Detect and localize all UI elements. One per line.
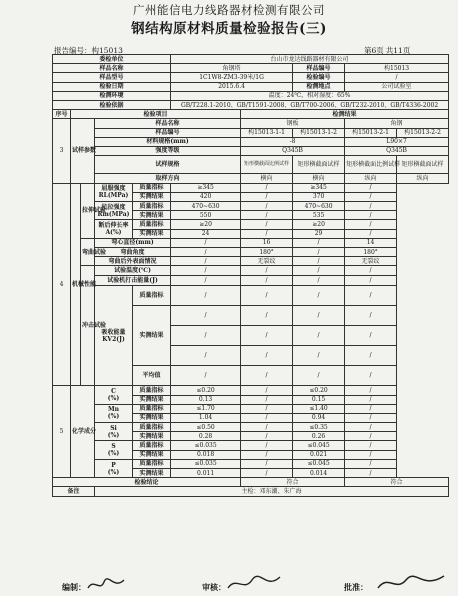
sample-no-value: 构15013	[345, 64, 449, 73]
yield-label: 屈服强度 RL(MPa)	[95, 183, 133, 201]
spec-label: 质量指标	[133, 441, 171, 450]
page-number: 第6页	[364, 46, 384, 55]
chem-group-no: 5	[53, 386, 71, 478]
value-cell: 470~630	[293, 202, 345, 211]
test-no-label: 检验编号	[293, 73, 345, 82]
seq-header: 序号	[53, 110, 71, 119]
value-cell: /	[241, 286, 293, 306]
sample-dir-cell: 横向	[241, 174, 293, 183]
value-cell: /	[293, 276, 345, 286]
absorb-label: 吸收能量 KV2(J)	[95, 286, 133, 386]
value-cell: ≤0.035	[171, 459, 241, 468]
value-cell: /	[345, 423, 397, 432]
value-cell: /	[345, 211, 397, 220]
value-cell: 420	[171, 192, 241, 201]
value-cell: /	[345, 266, 397, 276]
value-cell: /	[345, 366, 397, 386]
tensile-label: 拉伸试验	[81, 183, 95, 238]
conclusion-plate: 符合	[241, 478, 345, 487]
sample-name-label: 样品名称	[53, 64, 171, 73]
chem-group-label: 化学成分	[71, 386, 95, 478]
value-cell: /	[241, 202, 293, 211]
value-cell: /	[293, 257, 345, 266]
spec-label: 质量指标	[133, 386, 171, 395]
value-cell: 无裂纹	[241, 257, 293, 266]
value-cell: /	[171, 366, 241, 386]
elongation-label: 断后伸长率 A(%)	[95, 220, 133, 238]
value-cell: /	[345, 220, 397, 229]
bend-diam-label: 弯心直径(mm)	[95, 238, 171, 247]
value-cell: /	[345, 326, 397, 346]
impact-temp-label: 试验温度(℃)	[95, 266, 171, 276]
sample-type-cell: 矩形横截面比例试样	[345, 156, 397, 174]
plate-name: 钢板	[241, 119, 345, 128]
value-cell: /	[171, 346, 241, 366]
reviewer-signature	[226, 574, 282, 594]
conclusion-angle: 符合	[345, 478, 449, 487]
value-cell: 0.018	[171, 450, 241, 459]
bend-angle-label: 弯曲角度	[95, 247, 171, 256]
value-cell: 0.13	[171, 395, 241, 404]
value-cell: ≥20	[293, 220, 345, 229]
value-cell: /	[241, 432, 293, 441]
env-value: 温度：24℃，相对湿度：65%	[171, 91, 449, 100]
value-cell: /	[345, 432, 397, 441]
value-cell: /	[241, 441, 293, 450]
value-cell: /	[345, 192, 397, 201]
actual-label: 实测结果	[133, 211, 171, 220]
value-cell: /	[345, 469, 397, 478]
value-cell: ≤0.035	[171, 441, 241, 450]
value-cell: /	[241, 395, 293, 404]
value-cell: /	[345, 395, 397, 404]
reviewer-label: 审核：	[202, 582, 226, 592]
spec-label: 质量指标	[133, 404, 171, 413]
value-cell: /	[293, 247, 345, 256]
sample-no-label: 样品编号	[293, 64, 345, 73]
dir-row-label: 取样方向	[95, 174, 241, 183]
value-cell: /	[345, 441, 397, 450]
sample-no-row-label: 样品编号	[95, 128, 241, 137]
grade-row-label: 强度等级	[95, 146, 241, 155]
value-cell: ≤0.20	[171, 386, 241, 395]
value-cell: ≤0.045	[293, 441, 345, 450]
conclusion-label: 检验结论	[53, 478, 241, 487]
value-cell: 0.15	[293, 395, 345, 404]
spec-label: 质量指标	[133, 183, 171, 192]
value-cell: /	[241, 404, 293, 413]
value-cell: 1.04	[171, 413, 241, 422]
value-cell: /	[345, 183, 397, 192]
actual-label: 实测结果	[133, 450, 171, 459]
value-cell: /	[241, 413, 293, 422]
angle-name: 角钢	[345, 119, 449, 128]
value-cell: /	[171, 286, 241, 306]
value-cell: /	[293, 366, 345, 386]
client-value: 台山市龙达线路器材有限公司	[171, 55, 449, 64]
value-cell: ≥345	[171, 183, 241, 192]
value-cell: /	[241, 326, 293, 346]
spec-label: 质量指标	[133, 220, 171, 229]
value-cell: /	[171, 257, 241, 266]
value-cell: /	[241, 229, 293, 238]
value-cell: 0.011	[171, 469, 241, 478]
value-cell: /	[345, 286, 397, 306]
place-label: 检测地点	[293, 82, 345, 91]
mech-group-label: 机械性能	[71, 183, 81, 386]
actual-label: 实测结果	[133, 229, 171, 238]
value-cell: 0.021	[293, 450, 345, 459]
value-cell: 370	[293, 192, 345, 201]
value-cell: ≤0.20	[293, 386, 345, 395]
value-cell: /	[171, 266, 241, 276]
value-cell: /	[241, 211, 293, 220]
angle-grade: Q345B	[345, 146, 449, 155]
report-table	[52, 54, 449, 497]
sample-type-cell: 矩形横截面比例试样	[241, 156, 293, 174]
model-label: 样品型号	[53, 73, 171, 82]
sample-group-no: 3	[53, 119, 71, 183]
element-label: P (%)	[95, 459, 133, 477]
client-label: 委检单位	[53, 55, 171, 64]
actual-label: 实测结果	[133, 413, 171, 422]
test-no-value: /	[345, 73, 449, 82]
approver-signature	[376, 572, 446, 594]
value-cell: 14	[345, 238, 397, 247]
element-label: S (%)	[95, 441, 133, 459]
value-cell: /	[171, 238, 241, 247]
item-header: 检验项目	[71, 110, 241, 119]
actual-label: 实测结果	[133, 469, 171, 478]
report-number: 报告编号：构15013	[54, 46, 123, 55]
sample-no-cell: 构15013-2-2	[397, 128, 449, 137]
value-cell: /	[171, 326, 241, 346]
value-cell: /	[293, 286, 345, 306]
value-cell: /	[241, 276, 293, 286]
chem-section	[53, 386, 449, 478]
env-label: 检测环境	[53, 91, 171, 100]
page-total: 共11页	[385, 46, 411, 55]
sample-dir-cell: 纵向	[345, 174, 397, 183]
actual-label: 实测结果	[133, 192, 171, 201]
value-cell: /	[293, 346, 345, 366]
value-cell: 29	[293, 229, 345, 238]
spec-label: 质量指标	[133, 423, 171, 432]
result-header: 检测结果	[241, 110, 449, 119]
org-name: 广州能信电力线路器材检测有限公司	[133, 3, 325, 17]
value-cell: /	[293, 238, 345, 247]
value-cell: /	[293, 266, 345, 276]
value-cell: 0.014	[293, 469, 345, 478]
approver-label: 批准：	[344, 582, 368, 592]
plate-grade: Q345B	[241, 146, 345, 155]
value-cell: /	[241, 183, 293, 192]
bend-label: 弯曲试验	[81, 238, 95, 266]
value-cell: ≤0.35	[293, 423, 345, 432]
value-cell: /	[345, 346, 397, 366]
date-label: 检验日期	[53, 82, 171, 91]
value-cell: ≤1.70	[171, 404, 241, 413]
value-cell: /	[241, 192, 293, 201]
value-cell: /	[345, 229, 397, 238]
value-cell: 180°	[241, 247, 293, 256]
remark-label: 备注	[53, 487, 95, 496]
value-cell: /	[171, 247, 241, 256]
spec-label: 质量指标	[133, 459, 171, 468]
value-cell: 16	[241, 238, 293, 247]
value-cell: /	[345, 202, 397, 211]
value-cell: 0.94	[293, 413, 345, 422]
value-cell: /	[345, 459, 397, 468]
sample-dir-cell: 纵向	[397, 174, 449, 183]
value-cell: /	[241, 266, 293, 276]
actual-label: 实测结果	[133, 306, 171, 366]
element-label: C (%)	[95, 386, 133, 404]
value-cell: /	[345, 386, 397, 395]
sample-no-cell: 构15013-2-1	[345, 128, 397, 137]
place-value: 公司试验室	[345, 82, 449, 91]
actual-label: 实测结果	[133, 395, 171, 404]
basis-value: GB/T228.1-2010、GB/T1591-2008、GB/T700-2006、GB/T232-2010、GB/T4336-2002	[171, 100, 449, 109]
value-cell: 550	[171, 211, 241, 220]
sample-no-cell: 构15013-1-1	[241, 128, 293, 137]
sample-type-cell: 矩形横截面试样	[397, 156, 449, 174]
value-cell: /	[293, 306, 345, 326]
model-value: 1C1W8-ZM3-39米/1G	[171, 73, 293, 82]
value-cell: /	[241, 220, 293, 229]
value-cell: 0.26	[293, 432, 345, 441]
angle-spec: L90×7	[345, 137, 449, 146]
value-cell: /	[241, 469, 293, 478]
value-cell: /	[241, 459, 293, 468]
value-cell: /	[345, 450, 397, 459]
value-cell: /	[345, 276, 397, 286]
value-cell: ≥20	[171, 220, 241, 229]
value-cell: /	[293, 326, 345, 346]
avg-label: 平均值	[133, 366, 171, 386]
sample-group-label: 试样参数	[71, 119, 95, 183]
value-cell: 470~630	[171, 202, 241, 211]
value-cell: /	[345, 306, 397, 326]
element-label: Si (%)	[95, 423, 133, 441]
value-cell: ≤1.40	[293, 404, 345, 413]
value-cell: /	[241, 423, 293, 432]
actual-label: 实测结果	[133, 432, 171, 441]
tensile-strength-label: 抗拉强度 Rm(MPa)	[95, 202, 133, 220]
report-title: 钢结构原材料质量检验报告(三)	[131, 21, 327, 37]
value-cell: 180°	[345, 247, 397, 256]
value-cell: ≥345	[293, 183, 345, 192]
value-cell: 535	[293, 211, 345, 220]
value-cell: ≤0.045	[293, 459, 345, 468]
value-cell: 无裂纹	[345, 257, 397, 266]
spec-row-label: 材料规格(mm)	[95, 137, 241, 146]
sample-name-row-label: 样品名称	[95, 119, 241, 128]
spec-label: 质量指标	[133, 202, 171, 211]
value-cell: /	[241, 346, 293, 366]
value-cell: /	[345, 413, 397, 422]
compiler-signature	[86, 576, 126, 594]
remark-value: 主检：邓东潮、朱广海	[95, 487, 449, 496]
sample-type-cell: 矩形横截面试样	[293, 156, 345, 174]
value-cell: ≤0.50	[171, 423, 241, 432]
element-label: Mn (%)	[95, 404, 133, 422]
value-cell: 0.28	[171, 432, 241, 441]
plate-spec: -8	[241, 137, 345, 146]
value-cell: /	[171, 276, 241, 286]
mech-group-no: 4	[53, 183, 71, 386]
value-cell: /	[241, 366, 293, 386]
type-row-label: 试样规格	[95, 156, 241, 174]
value-cell: /	[171, 306, 241, 326]
value-cell: /	[241, 386, 293, 395]
impact-energy-label: 试验机打击能量(J)	[95, 276, 171, 286]
date-value: 2015.6.4	[171, 82, 293, 91]
value-cell: 24	[171, 229, 241, 238]
value-cell: /	[241, 450, 293, 459]
compiler-label: 编制：	[62, 582, 86, 592]
spec-label: 质量指标	[133, 286, 171, 306]
sample-name-value: 角钢塔	[171, 64, 293, 73]
basis-label: 检验依据	[53, 100, 171, 109]
sample-no-cell: 构15013-1-2	[293, 128, 345, 137]
sample-dir-cell: 横向	[293, 174, 345, 183]
value-cell: /	[241, 306, 293, 326]
bend-surface-label: 弯曲后外表面情况	[95, 257, 171, 266]
impact-label: 冲击试验	[81, 266, 95, 386]
value-cell: /	[345, 404, 397, 413]
